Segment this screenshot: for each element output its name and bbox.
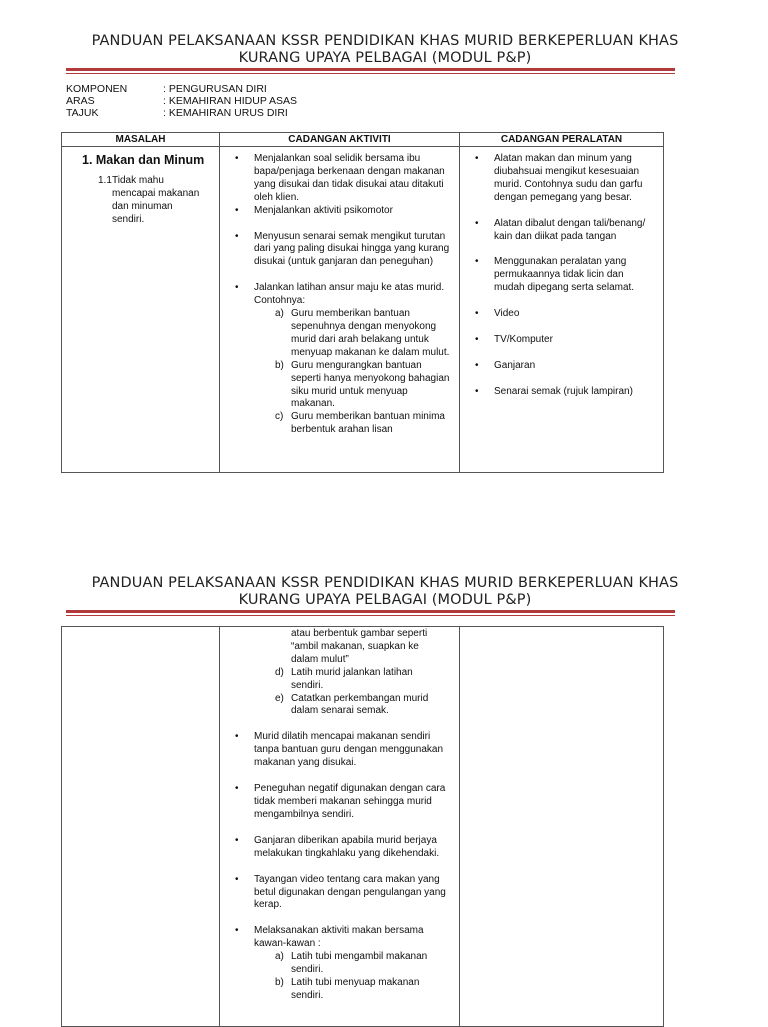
list-item: • Alatan makan dan minum yang diubahsuai mengikut kesesuaian murid. Contohnya sudu dan garfu dengan pemegang yang besar. [494, 153, 653, 205]
sub-marker: c) [275, 411, 284, 423]
sub-text: Guru memberikan bantuan sepenuhnya dengan menyokong murid dari arah belakang untuk menyuap makanan ke dalam mulut. [291, 308, 450, 358]
list-item: • TV/Komputer [494, 334, 653, 347]
list-item: • Menjalankan soal selidik bersama ibu bapa/penjaga berkenaan dengan makanan yang disukai dan tidak disukai atau ditakuti oleh klien. [254, 153, 451, 205]
aktiviti-cell [220, 627, 460, 1027]
sub-list-item [275, 666, 445, 693]
sub-list [220, 667, 459, 719]
sub-text: Guru memberikan bantuan minima berbentuk arahan lisan [291, 411, 445, 436]
page-title-line2: KURANG UPAYA PELBAGAI (MODUL P&P) [238, 592, 532, 608]
title-rule-thin [66, 615, 675, 616]
meta-row-komponen [66, 83, 297, 95]
sub-marker: e) [275, 692, 284, 704]
sub-list-item [275, 308, 451, 360]
meta-block [66, 83, 297, 119]
continuation-text: atau berbentuk gambar seperti “ambil makanan, suapkan ke dalam mulut” [291, 628, 428, 665]
title-rule [66, 610, 675, 613]
meta-value: : KEMAHIRAN HIDUP ASAS [163, 95, 298, 107]
header-aktiviti: CADANGAN AKTIVITI [220, 133, 460, 147]
list-item: • Ganjaran diberikan apabila murid berjaya melakukan tingkahlaku yang dikehendaki. [254, 835, 451, 861]
list-item: • Menggunakan peralatan yang permukaannya tidak licin dan mudah dipegang serta selamat. [494, 256, 653, 295]
meta-key: KOMPONEN [66, 83, 128, 95]
list-item: • Murid dilatih mencapai makanan sendiri tanpa bantuan guru dengan menggunakan makanan yang disukai. [254, 731, 451, 770]
sub-list-item [275, 951, 451, 977]
content-table-2 [61, 626, 664, 1027]
list-item: • Video [494, 308, 653, 321]
peralatan-cell [460, 147, 664, 473]
list-item: • Tayangan video tentang cara makan yang betul digunakan dengan pengulangan yang kerap. [254, 874, 451, 913]
sub-text: Catatkan perkembangan murid dalam senarai semak. [291, 692, 429, 717]
sub-list-item [275, 692, 445, 719]
peralatan-list [460, 153, 663, 399]
sub-text: Latih tubi mengambil makanan sendiri. [291, 951, 428, 976]
meta-key: ARAS [66, 95, 95, 107]
sub-list-item [275, 359, 451, 412]
masalah-sub-number: 1.1 [98, 175, 112, 186]
content-table [61, 132, 664, 473]
aktiviti-cell [220, 147, 460, 473]
aktiviti-list [220, 731, 459, 1002]
list-item: • Alatan dibalut dengan tali/benang/ kain dan diikat pada tangan [494, 218, 653, 244]
title-rule [66, 68, 675, 71]
table-row [62, 627, 664, 1027]
sub-list [254, 308, 451, 437]
meta-row-aras [66, 95, 297, 107]
table-row [62, 147, 664, 473]
sub-list [254, 951, 451, 1003]
sub-text: Guru mengurangkan bantuan seperti hanya menyokong bahagian siku murid untuk menyuap makanan. [291, 359, 450, 410]
masalah-cell [62, 147, 220, 473]
masalah-sub-text: Tidak mahu mencapai makanan dan minuman sendiri. [112, 175, 200, 225]
meta-key: TAJUK [66, 107, 99, 119]
sub-list-item [275, 411, 451, 437]
table-header-row [62, 133, 664, 147]
sub-list-item [275, 976, 451, 1003]
sub-marker: b) [275, 976, 284, 988]
title-rule-thin [66, 73, 675, 74]
meta-value: : PENGURUSAN DIRI [163, 83, 267, 95]
sub-marker: d) [275, 666, 284, 678]
page-title-line1: PANDUAN PELAKSANAAN KSSR PENDIDIKAN KHAS MURID BERKEPERLUAN KHAS [91, 33, 679, 49]
sub-marker: b) [275, 359, 284, 371]
masalah-title: 1. Makan dan Minum [82, 153, 205, 167]
list-item: • Ganjaran [494, 360, 653, 373]
page-title-line1: PANDUAN PELAKSANAAN KSSR PENDIDIKAN KHAS MURID BERKEPERLUAN KHAS [91, 575, 679, 591]
sub-text: Latih tubi menyuap makanan sendiri. [291, 976, 420, 1001]
masalah-sub [62, 175, 219, 227]
sub-marker: a) [275, 308, 284, 320]
page-title-line2: KURANG UPAYA PELBAGAI (MODUL P&P) [238, 50, 532, 66]
masalah-cell [62, 627, 220, 1027]
list-item-text: • Jalankan latihan ansur maju ke atas murid. Contohnya: [254, 282, 445, 307]
list-item: • Menyusun senarai semak mengikut turutan dari yang paling disukai hingga yang kurang disukai (untuk ganjaran dan peneguhan) [254, 231, 451, 270]
meta-row-tajuk [66, 107, 297, 119]
sub-text: Latih murid jalankan latihan sendiri. [291, 666, 413, 691]
list-item: • Menjalankan aktiviti psikomotor [254, 205, 451, 218]
meta-value: : KEMAHIRAN URUS DIRI [163, 107, 288, 119]
page-title [40, 33, 730, 67]
header-peralatan: CADANGAN PERALATAN [460, 133, 664, 147]
peralatan-cell [460, 627, 664, 1027]
list-item [254, 925, 451, 1002]
header-masalah: MASALAH [62, 133, 220, 147]
list-item-text: • Melaksanakan aktiviti makan bersama kawan-kawan : [254, 925, 424, 950]
aktiviti-list [220, 153, 459, 437]
list-item: • Peneguhan negatif digunakan dengan cara tidak memberi makanan sehingga murid mengambilnya sendiri. [254, 783, 451, 822]
list-item: • Senarai semak (rujuk lampiran) [494, 386, 653, 399]
page-title-2 [40, 575, 730, 609]
sub-marker: a) [275, 951, 284, 963]
list-item [254, 282, 451, 437]
